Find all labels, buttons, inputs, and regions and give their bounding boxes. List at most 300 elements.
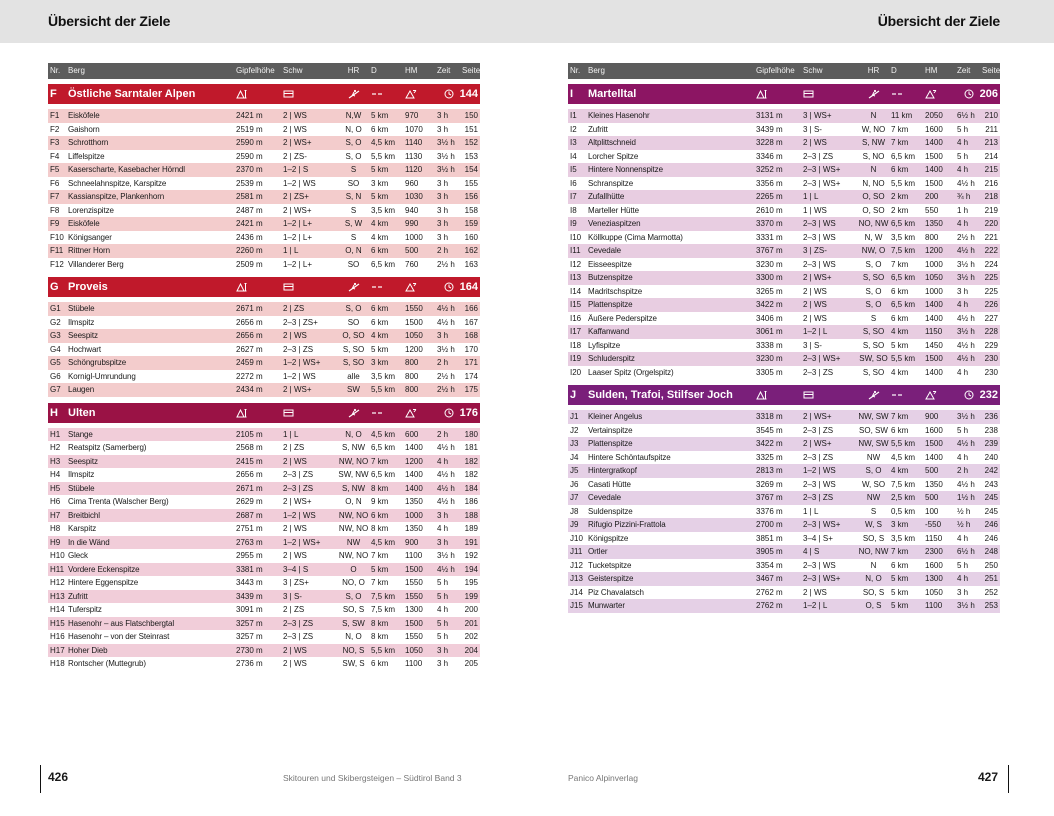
- cell-gipfelhoehe: 3381 m: [236, 564, 263, 574]
- cell-hm: 550: [925, 205, 939, 215]
- section-page: [444, 277, 478, 297]
- cell-berg: Lyfispitze: [588, 340, 621, 350]
- column-header-zeit: Zeit: [957, 66, 971, 75]
- cell-hr: SO: [347, 178, 360, 188]
- cell-berg: Suldenspitze: [588, 506, 633, 516]
- cell-schw: 3 | ZS+: [283, 578, 309, 587]
- footer-publisher: Panico Alpinverlag: [568, 773, 638, 783]
- cell-berg: Marteller Hütte: [588, 205, 639, 215]
- cell-seite: 215: [984, 165, 998, 174]
- cell-zeit: 4 h: [957, 165, 969, 174]
- cell-zeit: 3½ h: [437, 138, 455, 147]
- cell-d: 2 km: [891, 205, 909, 215]
- cell-d: 3,5 km: [891, 533, 916, 543]
- cell-gipfelhoehe: 2272 m: [236, 371, 263, 381]
- cell-zeit: 5 h: [437, 632, 449, 641]
- cell-berg: Hochwart: [68, 344, 101, 354]
- cell-gipfelhoehe: 3269 m: [756, 479, 783, 489]
- cell-d: 4 km: [371, 219, 389, 228]
- cell-d: 3,5 km: [891, 232, 916, 242]
- cell-hr: NW: [866, 493, 881, 502]
- cell-hm: 1600: [925, 124, 943, 134]
- cell-seite: 194: [464, 564, 478, 574]
- cell-seite: 219: [984, 205, 998, 215]
- cell-gipfelhoehe: 2459 m: [236, 358, 263, 367]
- cell-gipfelhoehe: 3230 m: [756, 354, 783, 363]
- cell-zeit: 4½ h: [437, 497, 455, 506]
- cell-seite: 204: [464, 645, 478, 655]
- table-row: [48, 549, 480, 563]
- cell-zeit: 3½ h: [437, 551, 455, 560]
- cell-hr: S, NW: [861, 138, 886, 147]
- cell-d: 7 km: [891, 259, 909, 269]
- cell-d: 7,5 km: [371, 591, 396, 601]
- cell-hm: 1150: [925, 533, 943, 543]
- cell-nr: J14: [570, 587, 583, 597]
- cell-hr: N,W: [345, 111, 362, 120]
- cell-berg: Lorenzispitze: [68, 205, 114, 215]
- section-name: Sulden, Trafoi, Stilfser Joch: [588, 389, 733, 401]
- cell-zeit: 4 h: [437, 605, 449, 614]
- table-row: [48, 150, 480, 164]
- cell-nr: I11: [570, 246, 581, 255]
- cell-gipfelhoehe: 2629 m: [236, 497, 263, 506]
- cell-hm: 1050: [405, 331, 423, 340]
- cell-schw: 2–3 | WS: [803, 560, 836, 570]
- cell-schw: 2 | ZS: [283, 304, 305, 313]
- cell-berg: Karspitz: [68, 524, 97, 533]
- cell-zeit: 3½ h: [957, 601, 975, 610]
- section-page: [964, 385, 998, 405]
- cell-hr: S, O: [345, 591, 362, 601]
- cell-nr: I19: [570, 354, 582, 363]
- altitude-icon: [236, 403, 283, 423]
- cell-berg: Laaser Spitz (Orgelspitz): [588, 367, 674, 377]
- cell-zeit: 3½ h: [957, 259, 975, 269]
- cell-schw: 3 | WS+: [803, 111, 832, 120]
- altitude-icon: [236, 84, 283, 104]
- cell-d: 6 km: [371, 510, 389, 520]
- column-header-berg: Berg: [588, 66, 605, 75]
- section-page-number: 206: [979, 88, 998, 100]
- map-icon: [283, 84, 336, 104]
- cell-gipfelhoehe: 3331 m: [756, 232, 783, 242]
- cell-schw: 1–2 | S: [283, 165, 309, 174]
- table-row: [48, 329, 480, 343]
- cell-schw: 2–3 | ZS: [803, 493, 834, 502]
- cell-hm: 1050: [925, 587, 943, 597]
- cell-berg: Madritschspitze: [588, 286, 643, 296]
- cell-gipfelhoehe: 3252 m: [756, 165, 783, 174]
- cell-d: 4,5 km: [371, 429, 396, 439]
- cell-nr: G4: [50, 344, 61, 354]
- cell-hm: 600: [405, 429, 419, 439]
- cell-nr: F2: [50, 124, 60, 134]
- cell-zeit: 5 h: [437, 591, 449, 601]
- cell-gipfelhoehe: 3370 m: [756, 219, 783, 228]
- cell-schw: 2 | ZS: [283, 443, 305, 452]
- cell-d: 7,5 km: [891, 479, 916, 489]
- cell-schw: 2 | WS: [283, 551, 307, 560]
- cell-d: 5,5 km: [371, 645, 396, 655]
- page-title-right: Übersicht der Ziele: [877, 13, 1000, 29]
- cell-hm: 1350: [925, 219, 943, 228]
- cell-schw: 2 | WS: [283, 645, 307, 655]
- cell-gipfelhoehe: 2763 m: [236, 537, 263, 547]
- cell-berg: Vordere Eckenspitze: [68, 564, 140, 574]
- altitude-icon: [756, 84, 803, 104]
- cell-schw: 2 | WS+: [803, 273, 832, 282]
- cell-seite: 191: [464, 537, 478, 547]
- region-section: [48, 403, 480, 671]
- cell-zeit: 4½ h: [437, 304, 455, 313]
- cell-gipfelhoehe: 2762 m: [756, 601, 783, 610]
- cell-schw: 2–3 | ZS: [803, 151, 834, 161]
- cell-nr: F8: [50, 205, 60, 215]
- table-row: [48, 576, 480, 590]
- cell-zeit: 2½ h: [437, 385, 455, 394]
- cell-d: 3 km: [891, 520, 909, 529]
- cell-d: 6 km: [891, 425, 909, 435]
- table-row: [568, 312, 1000, 326]
- table-row: [48, 455, 480, 469]
- cell-seite: 182: [464, 456, 478, 466]
- cell-d: 5,5 km: [891, 354, 916, 363]
- cell-d: 7,5 km: [371, 605, 396, 614]
- table-row: [48, 177, 480, 191]
- table-row: [48, 258, 480, 272]
- cell-schw: 2 | ZS: [283, 605, 305, 614]
- skitour-icon: [336, 277, 371, 297]
- section-header: [568, 385, 1000, 405]
- cell-schw: 3 | S-: [803, 124, 822, 134]
- footer-bar-left: [40, 765, 41, 793]
- cell-seite: 182: [464, 470, 478, 479]
- cell-gipfelhoehe: 3305 m: [756, 367, 783, 377]
- cell-schw: 2 | WS: [803, 286, 827, 296]
- cell-zeit: 1½ h: [957, 493, 975, 502]
- cell-d: 5 km: [371, 344, 389, 354]
- cell-berg: Schluderspitz: [588, 354, 635, 363]
- table-row: [48, 231, 480, 245]
- cell-d: 2,5 km: [891, 493, 916, 502]
- elevation-gain-icon: [405, 277, 437, 297]
- cell-zeit: 6½ h: [957, 111, 975, 120]
- cell-d: 6 km: [371, 124, 389, 134]
- cell-hm: 1350: [405, 524, 423, 533]
- cell-berg: Munwarter: [588, 601, 625, 610]
- cell-zeit: 3 h: [437, 510, 449, 520]
- cell-nr: H16: [50, 632, 65, 641]
- cell-d: 6,5 km: [371, 443, 396, 452]
- map-icon: [283, 403, 336, 423]
- cell-berg: Seespitz: [68, 456, 98, 466]
- cell-hr: NO, NW: [858, 547, 889, 556]
- cell-hr: S, O: [345, 151, 362, 161]
- cell-hm: 2300: [925, 547, 943, 556]
- cell-hm: 1000: [925, 286, 943, 296]
- cell-nr: F5: [50, 165, 60, 174]
- cell-nr: H13: [50, 591, 65, 601]
- section-letter: F: [50, 88, 57, 100]
- cell-d: 6 km: [891, 313, 909, 323]
- cell-hm: 1200: [405, 456, 423, 466]
- cell-schw: 2–3 | ZS+: [283, 317, 318, 327]
- cell-berg: Kleiner Angelus: [588, 412, 643, 421]
- cell-d: 3 km: [371, 358, 389, 367]
- cell-schw: 2 | WS: [803, 138, 827, 147]
- cell-hm: 1400: [405, 470, 423, 479]
- cell-seite: 186: [464, 497, 478, 506]
- cell-schw: 1–2 | L+: [283, 219, 312, 228]
- cell-nr: H12: [50, 578, 65, 587]
- table-row: [568, 231, 1000, 245]
- skitour-icon: [336, 84, 371, 104]
- cell-nr: F1: [50, 111, 60, 120]
- table-row: [48, 136, 480, 150]
- cell-hm: 760: [405, 259, 419, 269]
- region-section: [48, 84, 480, 271]
- cell-d: 8 km: [371, 524, 389, 533]
- cell-d: 9 km: [371, 497, 389, 506]
- cell-d: 5 km: [891, 601, 909, 610]
- cell-hr: S, NW: [341, 443, 366, 452]
- cell-d: 5,5 km: [891, 178, 916, 188]
- cell-berg: Kleines Hasenohr: [588, 111, 650, 120]
- cell-zeit: 4½ h: [437, 443, 455, 452]
- cell-zeit: 5 h: [957, 560, 969, 570]
- cell-hr: NW, NO: [338, 456, 369, 466]
- cell-d: 4,5 km: [371, 138, 396, 147]
- cell-berg: Liffelspitze: [68, 151, 105, 161]
- section-name: Östliche Sarntaler Alpen: [68, 88, 196, 100]
- cell-zeit: 3 h: [437, 219, 449, 228]
- cell-hm: 1550: [405, 591, 423, 601]
- cell-seite: 211: [985, 124, 998, 134]
- cell-nr: I1: [570, 111, 577, 120]
- elevation-gain-icon: [925, 385, 957, 405]
- cell-hm: 1500: [925, 178, 943, 188]
- cell-d: 4 km: [891, 367, 909, 377]
- overview-table-right: [568, 63, 1000, 619]
- cell-nr: H1: [50, 429, 61, 439]
- cell-seite: 246: [984, 533, 998, 543]
- column-header-gipfelhoehe: Gipfelhöhe: [756, 66, 795, 75]
- distance-icon: [371, 84, 405, 104]
- cell-d: 4 km: [891, 466, 909, 475]
- cell-gipfelhoehe: 2813 m: [756, 466, 783, 475]
- cell-seite: 229: [984, 340, 998, 350]
- section-header: [568, 84, 1000, 104]
- cell-zeit: 4 h: [957, 452, 969, 462]
- cell-nr: H14: [50, 605, 65, 614]
- cell-schw: 1 | WS: [803, 205, 827, 215]
- cell-hm: 1400: [405, 483, 423, 493]
- cell-zeit: 3½ h: [437, 151, 455, 161]
- cell-hr: O, N: [345, 497, 362, 506]
- cell-gipfelhoehe: 2656 m: [236, 317, 263, 327]
- cell-hm: 1500: [925, 439, 943, 448]
- cell-seite: 195: [464, 578, 478, 587]
- cell-schw: 2 | WS+: [283, 205, 312, 215]
- cell-d: 5 km: [891, 340, 909, 350]
- cell-gipfelhoehe: 2590 m: [236, 138, 263, 147]
- cell-hr: S, O: [865, 466, 882, 475]
- cell-hm: 1550: [405, 578, 423, 587]
- cell-nr: F11: [50, 246, 64, 255]
- cell-nr: J1: [570, 412, 579, 421]
- cell-seite: 251: [984, 574, 998, 583]
- section-page-number: 176: [459, 406, 478, 419]
- cell-schw: 1 | L: [283, 429, 299, 439]
- cell-gipfelhoehe: 2955 m: [236, 551, 263, 560]
- cell-hm: 1130: [405, 151, 423, 161]
- cell-schw: 2–3 | WS+: [803, 165, 841, 174]
- cell-zeit: 3½ h: [957, 327, 975, 336]
- cell-d: 8 km: [371, 618, 389, 628]
- cell-zeit: 5 h: [957, 425, 969, 435]
- cell-zeit: 2½ h: [437, 259, 455, 269]
- cell-berg: Reatspitz (Samerberg): [68, 443, 147, 452]
- cell-seite: 170: [464, 344, 478, 354]
- distance-icon: [371, 277, 405, 297]
- cell-d: 5,5 km: [891, 439, 916, 448]
- cell-zeit: ½ h: [957, 520, 971, 529]
- cell-berg: Kaffanwand: [588, 327, 630, 336]
- cell-hr: NW: [866, 452, 881, 462]
- column-header-seite: Seite: [982, 66, 1001, 75]
- cell-berg: Veneziaspitzen: [588, 219, 641, 228]
- cell-berg: Lorcher Spitze: [588, 151, 639, 161]
- cell-berg: Gaishorn: [68, 124, 100, 134]
- table-row: [48, 383, 480, 397]
- cell-seite: 189: [464, 524, 478, 533]
- cell-schw: 1–2 | L: [803, 327, 828, 336]
- cell-d: 6,5 km: [891, 273, 916, 282]
- cell-d: 5 km: [891, 587, 909, 597]
- cell-schw: 1–2 | WS: [283, 178, 316, 188]
- cell-gipfelhoehe: 3318 m: [756, 412, 783, 421]
- cell-gipfelhoehe: 3767 m: [756, 246, 783, 255]
- cell-seite: 171: [464, 358, 478, 367]
- cell-d: 7 km: [371, 551, 389, 560]
- cell-berg: Zufritt: [588, 124, 608, 134]
- cell-schw: 3–4 | S: [283, 564, 309, 574]
- column-header-hr: HR: [347, 66, 360, 75]
- cell-zeit: 5 h: [957, 124, 969, 134]
- cell-seite: 167: [464, 317, 478, 327]
- clock-icon: [444, 84, 454, 104]
- cell-d: 11 km: [891, 111, 913, 120]
- cell-berg: Stübele: [68, 483, 95, 493]
- cell-seite: 227: [984, 313, 998, 323]
- cell-gipfelhoehe: 2421 m: [236, 111, 263, 120]
- cell-gipfelhoehe: 2671 m: [236, 304, 263, 313]
- cell-hr: S, W: [344, 219, 363, 228]
- distance-icon: [891, 84, 925, 104]
- table-header: [48, 63, 480, 79]
- cell-schw: 2 | WS: [803, 313, 827, 323]
- cell-berg: Hintere Eggenspitze: [68, 578, 139, 587]
- cell-hr: S, O: [345, 138, 362, 147]
- cell-d: 7 km: [891, 124, 909, 134]
- footer-bar-right: [1008, 765, 1009, 793]
- cell-schw: 2–3 | WS+: [803, 520, 841, 529]
- cell-d: 5 km: [891, 574, 909, 583]
- cell-hm: 1500: [925, 354, 943, 363]
- map-icon: [803, 385, 856, 405]
- cell-zeit: 3 h: [437, 331, 449, 340]
- cell-gipfelhoehe: 2105 m: [236, 429, 263, 439]
- cell-gipfelhoehe: 3439 m: [236, 591, 263, 601]
- section-page-number: 144: [459, 88, 478, 100]
- cell-zeit: 4 h: [437, 456, 449, 466]
- cell-d: 4 km: [891, 327, 909, 336]
- cell-gipfelhoehe: 2421 m: [236, 219, 263, 228]
- cell-seite: 221: [984, 232, 998, 242]
- cell-gipfelhoehe: 3230 m: [756, 259, 783, 269]
- cell-hm: 1100: [405, 659, 423, 668]
- cell-hm: 1600: [925, 560, 943, 570]
- cell-d: 7,5 km: [891, 246, 916, 255]
- table-row: [48, 468, 480, 482]
- column-header-schw: Schw: [283, 66, 303, 75]
- cell-zeit: 3½ h: [437, 344, 455, 354]
- table-row: [568, 464, 1000, 478]
- cell-hr: N, O: [865, 574, 882, 583]
- cell-hr: S, NO: [862, 151, 885, 161]
- cell-berg: Butzenspitze: [588, 273, 633, 282]
- table-row: [48, 109, 480, 123]
- cell-gipfelhoehe: 3338 m: [756, 340, 783, 350]
- cell-gipfelhoehe: 2762 m: [756, 587, 783, 597]
- cell-zeit: 4 h: [437, 524, 449, 533]
- section-page-number: 164: [459, 281, 478, 293]
- cell-hm: 800: [405, 385, 419, 394]
- cell-nr: F6: [50, 178, 60, 188]
- region-section: [48, 277, 480, 397]
- cell-d: 6 km: [371, 304, 389, 313]
- cell-berg: Eisköfele: [68, 219, 100, 228]
- cell-schw: 1 | L: [803, 192, 819, 201]
- cell-nr: F12: [50, 259, 64, 269]
- cell-gipfelhoehe: 3091 m: [236, 605, 263, 614]
- cell-hr: NW, O: [861, 246, 886, 255]
- cell-schw: 2–3 | WS: [803, 259, 836, 269]
- cell-d: 6,5 km: [891, 219, 916, 228]
- cell-nr: I2: [570, 124, 577, 134]
- table-row: [568, 505, 1000, 519]
- table-row: [48, 428, 480, 442]
- cell-hr: N, O: [345, 632, 362, 641]
- cell-gipfelhoehe: 3422 m: [756, 300, 783, 309]
- cell-gipfelhoehe: 3851 m: [756, 533, 783, 543]
- clock-icon: [964, 84, 974, 104]
- cell-hr: NW, NO: [338, 524, 369, 533]
- cell-hm: 1500: [925, 151, 943, 161]
- cell-zeit: 4½ h: [437, 483, 455, 493]
- cell-seite: 151: [464, 124, 478, 134]
- cell-seite: 155: [464, 178, 478, 188]
- cell-d: 5,5 km: [371, 151, 396, 161]
- cell-hm: 990: [405, 219, 419, 228]
- cell-berg: Eisseespitze: [588, 259, 632, 269]
- cell-berg: Rifugio Pizzini-Frattola: [588, 520, 666, 529]
- column-header-berg: Berg: [68, 66, 85, 75]
- table-row: [48, 356, 480, 370]
- cell-schw: 2–3 | WS+: [803, 354, 841, 363]
- cell-zeit: 3 h: [437, 124, 449, 134]
